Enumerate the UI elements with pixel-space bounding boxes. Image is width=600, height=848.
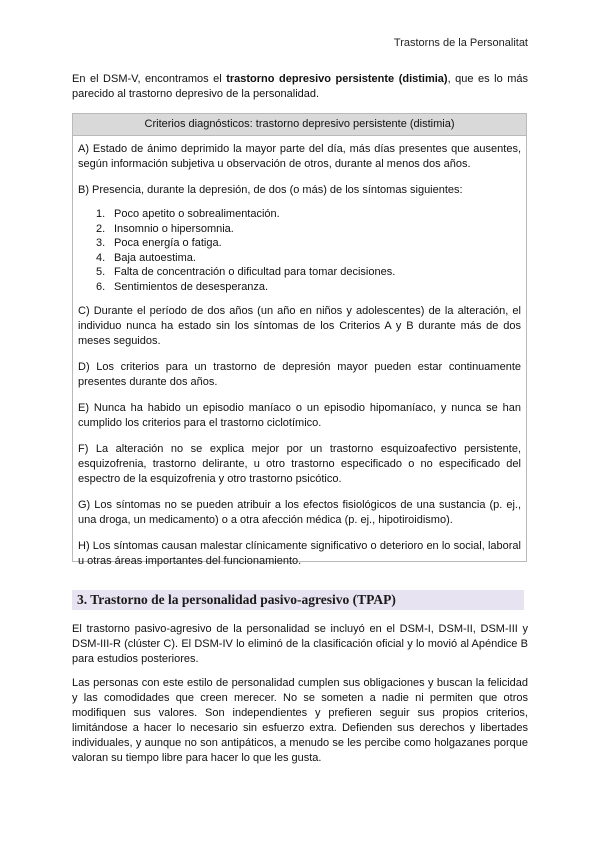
criterion-h: H) Los síntomas causan malestar clínicamente significativo o deterioro en lo social, laboral u otras áreas importantes del funcionamiento. — [78, 540, 521, 567]
list-item — [78, 280, 521, 295]
list-number: 6. — [96, 280, 106, 293]
list-text: Falta de concentración o dificultad para tomar decisiones. — [114, 266, 396, 278]
list-text: Insomnio o hipersomnia. — [114, 222, 234, 235]
criterion-e: E) Nunca ha habido un episodio maníaco o un episodio hipomaníaco, y nunca se han cumplido los criterios para el trastorno ciclotímico. — [78, 402, 521, 429]
list-item — [78, 251, 521, 266]
criterion-g: G) Los síntomas no se pueden atribuir a los efectos fisiológicos de una sustancia (p. ej., una droga, un medicamento) o a otra afección médica (p. ej., hipotiroidismo). — [78, 499, 521, 526]
criteria-heading: Criterios diagnósticos: trastorno depresivo persistente (distimia) — [73, 114, 526, 136]
list-item — [78, 222, 521, 237]
list-number: 2. — [96, 222, 106, 235]
list-text: Poca energía o fatiga. — [114, 237, 222, 249]
criterion-d: D) Los criterios para un trastorno de depresión mayor pueden estar continuamente presentes durante dos años. — [78, 361, 521, 388]
list-text: Poco apetito o sobrealimentación. — [114, 208, 280, 220]
list-text: Sentimientos de desesperanza. — [114, 280, 269, 293]
criteria-box — [72, 113, 527, 567]
list-number: 1. — [96, 208, 106, 220]
criterion-b-symptom-list — [78, 207, 521, 294]
list-text: Baja autoestima. — [114, 251, 196, 264]
criterion-f: F) La alteración no se explica mejor por un trastorno esquizoafectivo persistente, esquizofrenia, trastorno delirante, u otro trastorno especificado o no especificado del espectro de la esquizofrenia y otro trastorno psicótico. — [78, 443, 521, 485]
criterion-a: A) Estado de ánimo deprimido la mayor parte del día, más días presentes que ausentes, según información subjetiva u observación de otros, durante al menos dos años. — [78, 143, 521, 170]
section-heading: 3. Trastorno de la personalidad pasivo-agresivo (TPAP) — [72, 590, 524, 610]
criterion-c: C) Durante el período de dos años (un año en niños y adolescentes) de la alteración, el individuo nunca ha estado sin los síntomas de los Criterios A y B durante más de dos meses seguidos. — [78, 305, 521, 347]
running-header: Trastorns de la Personalitat — [393, 37, 528, 49]
list-item — [78, 265, 521, 280]
section-paragraph-2: Las personas con este estilo de personalidad cumplen sus obligaciones y buscan la felicidad y las comodidades que creen merecer. No se someten a nadie ni permiten que otros modifiquen sus valores. Son independientes y prefieren seguir sus propios criterios, limitándose a hacer lo necesario sin esfuerzo extra. Defienden sus derechos y libertades individuales, y aunque no son antipáticos, a menudo se les percibe como holgazanes porque valoran su tiempo libre para hacer lo que les gusta. — [72, 677, 528, 764]
intro-bold-term: trastorno depresivo persistente (distimia) — [226, 73, 448, 85]
intro-prefix: En el DSM-V, encontramos el — [72, 73, 227, 85]
list-number: 5. — [96, 266, 106, 278]
intro-suffix: , que es lo más parecido al trastorno depresivo de la personalidad. — [72, 73, 529, 100]
criterion-b: B) Presencia, durante la depresión, de dos (o más) de los síntomas siguientes: — [78, 184, 463, 196]
list-item — [78, 236, 521, 251]
criteria-body — [73, 136, 526, 569]
intro-paragraph — [72, 72, 528, 102]
list-number: 4. — [96, 251, 106, 264]
list-number: 3. — [96, 237, 106, 249]
list-item — [78, 207, 521, 222]
section-paragraph-1: El trastorno pasivo-agresivo de la personalidad se incluyó en el DSM-I, DSM-II, DSM-III y DSM-III-R (clúster C). El DSM-IV lo eliminó de la clasificación oficial y lo movió al Apéndice B para estudios posteriores. — [72, 623, 528, 665]
